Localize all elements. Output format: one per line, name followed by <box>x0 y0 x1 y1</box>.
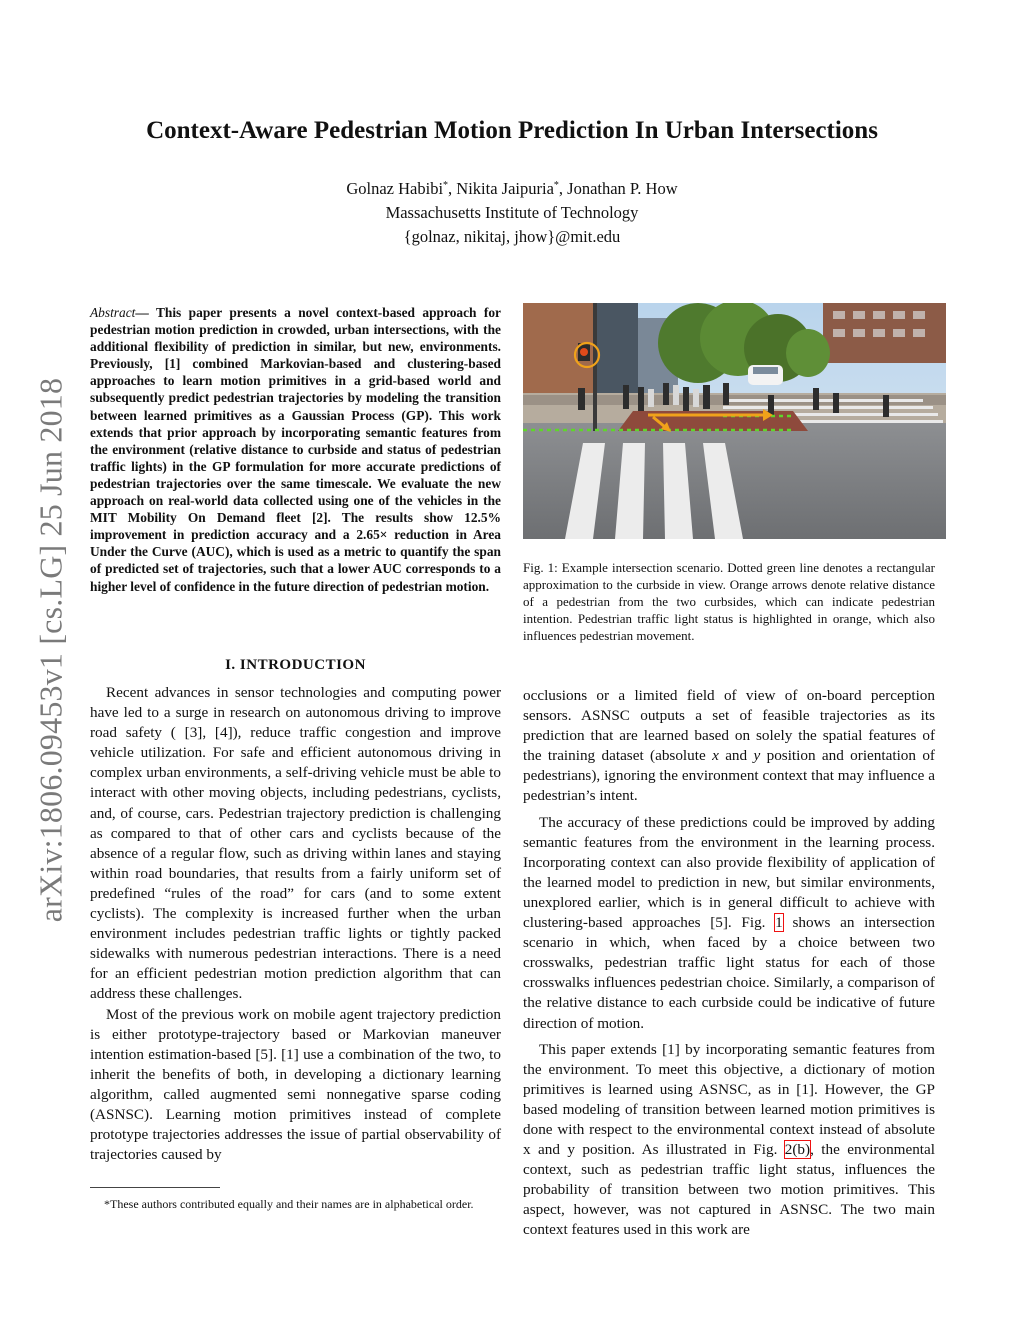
math-y: y <box>753 747 761 765</box>
intro-left-column <box>90 683 501 1165</box>
math-x: x <box>712 747 719 765</box>
text-run: shows an intersection scenario in which, when faced by a choice between two crosswalks, pedestrian traffic light status for each of those crosswalks influences pedestrian choice. Similarly, a comparison of the relative distance to each curbside could be indicative of future direction of motion. <box>523 914 935 1032</box>
figure-1-reference-link[interactable]: 1 <box>775 914 783 932</box>
abstract <box>90 304 501 595</box>
text-run: position and orientation of pedestrians), ignoring the environment context that may influence a pedestrian’s intent. <box>523 747 935 805</box>
author-separator: , <box>448 179 457 198</box>
intersection-scene-illustration <box>523 303 946 539</box>
text-run: , the environmental context, such as pedestrian traffic light status, influences the probability of transition between two motion primitives. This aspect, however, was not captured in ASNSC. The two main context features used in this work are <box>523 1141 935 1239</box>
intro-right-column <box>523 686 935 1241</box>
equal-contribution-mark: * <box>553 180 559 191</box>
figure-1-label: Fig. 1: <box>523 560 558 575</box>
equal-contribution-mark: * <box>443 180 449 191</box>
author-1: Golnaz Habibi <box>346 179 444 198</box>
figure-1-caption-text: Example intersection scenario. Dotted green line denotes a rectangular approximation to the curbside in view. Orange arrows denote relative distance of a pedestrian from the two curbsides, which can indicate pedestrian intention. Pedestrian traffic light status is highlighted in orange, which also influences pedestrian movement. <box>523 560 935 643</box>
email-addresses: {golnaz, nikitaj, jhow}@mit.edu <box>403 227 621 246</box>
arxiv-identifier-text: arXiv:1806.09453v1 [cs.LG] 25 Jun 2018 <box>32 377 69 923</box>
intro-paragraph-continued <box>523 686 935 807</box>
abstract-label: Abstract <box>90 305 136 320</box>
section-heading: I. INTRODUCTION <box>225 657 366 673</box>
footnote-divider <box>90 1187 220 1188</box>
intro-paragraph-1: Recent advances in sensor technologies and computing power have led to a surge in research on autonomous driving to improve road safety ( [3], [4]), reduce traffic congestion and improve vehicle utilization. For safe and efficient autonomous driving in complex urban environments, a self-driving vehicle must be able to interact with other moving objects, including pedestrians, cyclists, and, of course, cars. Pedestrian trajectory prediction is challenging as compared to that of other cars and cyclists because of the absence of a regular flow, such as driving within lanes and staying within road boundaries, that results from a fairly uniform set of predefined “rules of the road” for cars (and to some extent cyclists). The complexity is increased further when the urban environment includes pedestrian traffic lights or tightly packed sidewalks with numerous pedestrian interactions. There is a need for an efficient pedestrian motion prediction algorithm that can address these challenges. <box>90 684 501 1003</box>
text-run: and <box>718 747 754 765</box>
intro-paragraph-3 <box>523 813 935 1034</box>
author-2: Nikita Jaipuria <box>456 179 554 198</box>
author-3: Jonathan P. How <box>567 179 678 198</box>
text-run: occlusions or a limited field of view of on-board perception sensors. ASNSC outputs a set of feasible trajectories as its prediction that are learned based on solely the spatial features of the training dataset (absolute <box>523 687 935 765</box>
abstract-text: This paper presents a novel context-based approach for pedestrian motion prediction in crowded, urban intersections, with the additional flexibility of prediction in similar, but new, environments. Previously, [1] combined Markovian-based and clustering-based approaches to learn motion primitives in a grid-based world and subsequently predict pedestrian trajectories by modeling the transition between learned primitives as a Gaussian Process (GP). This work extends that prior approach by incorporating semantic features from the environment (relative distance to curbside and status of pedestrian traffic lights) in the GP formulation for more accurate predictions of pedestrian trajectories over the same timescale. We evaluate the new approach on real-world data collected using one of the vehicles in the MIT Mobility On Demand fleet [2]. The results show 12.5% improvement in prediction accuracy and a 2.65× reduction in Area Under the Curve (AUC), which is used as a metric to quantify the span of predicted set of trajectories, such that a lower AUC corresponds to a higher level of confidence in the future direction of pedestrian motion. <box>90 305 501 594</box>
author-names <box>0 177 1024 201</box>
author-separator: , <box>558 179 568 198</box>
figure-1-caption <box>523 559 935 644</box>
footnote: *These authors contributed equally and their names are in alphabetical order. <box>104 1197 474 1211</box>
paper-title: Context-Aware Pedestrian Motion Prediction In Urban Intersections <box>146 117 878 144</box>
arxiv-identifier <box>31 355 71 945</box>
text-run: The accuracy of these predictions could be improved by adding semantic features from the environment in the learning process. Incorporating context can also provide flexibility of application of the learned model to prediction in new, but similar environments, unexplored earlier, which is in general difficult to achieve with clustering-based approaches [5]. Fig. <box>523 813 935 932</box>
text-run: This paper extends [1] by incorporating semantic features from the environment. To meet this objective, a dictionary of motion primitives is learned using ASNSC, as in [1]. However, the GP based modeling of transition between learned motion primitives is done with respect to the environmental context instead of absolute x and y position. As illustrated in Fig. <box>523 1040 935 1159</box>
intro-paragraph-4 <box>523 1040 935 1241</box>
abstract-dash: — <box>135 305 149 320</box>
author-block <box>0 177 1024 249</box>
intro-paragraph-2: Most of the previous work on mobile agent trajectory prediction is either prototype-trajectory based or Markovian maneuver intention estimation-based [5]. [1] use a combination of the two, to inherit the benefits of both, in developing a dictionary learning algorithm, called augmented semi nonnegative sparse coding (ASNSC). Learning motion primitives instead of complete prototype trajectories addresses the issue of partial observability of trajectories caused by <box>90 1005 501 1164</box>
figure-1-intersection-photo <box>523 303 946 539</box>
figure-2b-reference-link[interactable]: 2(b) <box>784 1141 811 1159</box>
affiliation: Massachusetts Institute of Technology <box>385 203 639 222</box>
